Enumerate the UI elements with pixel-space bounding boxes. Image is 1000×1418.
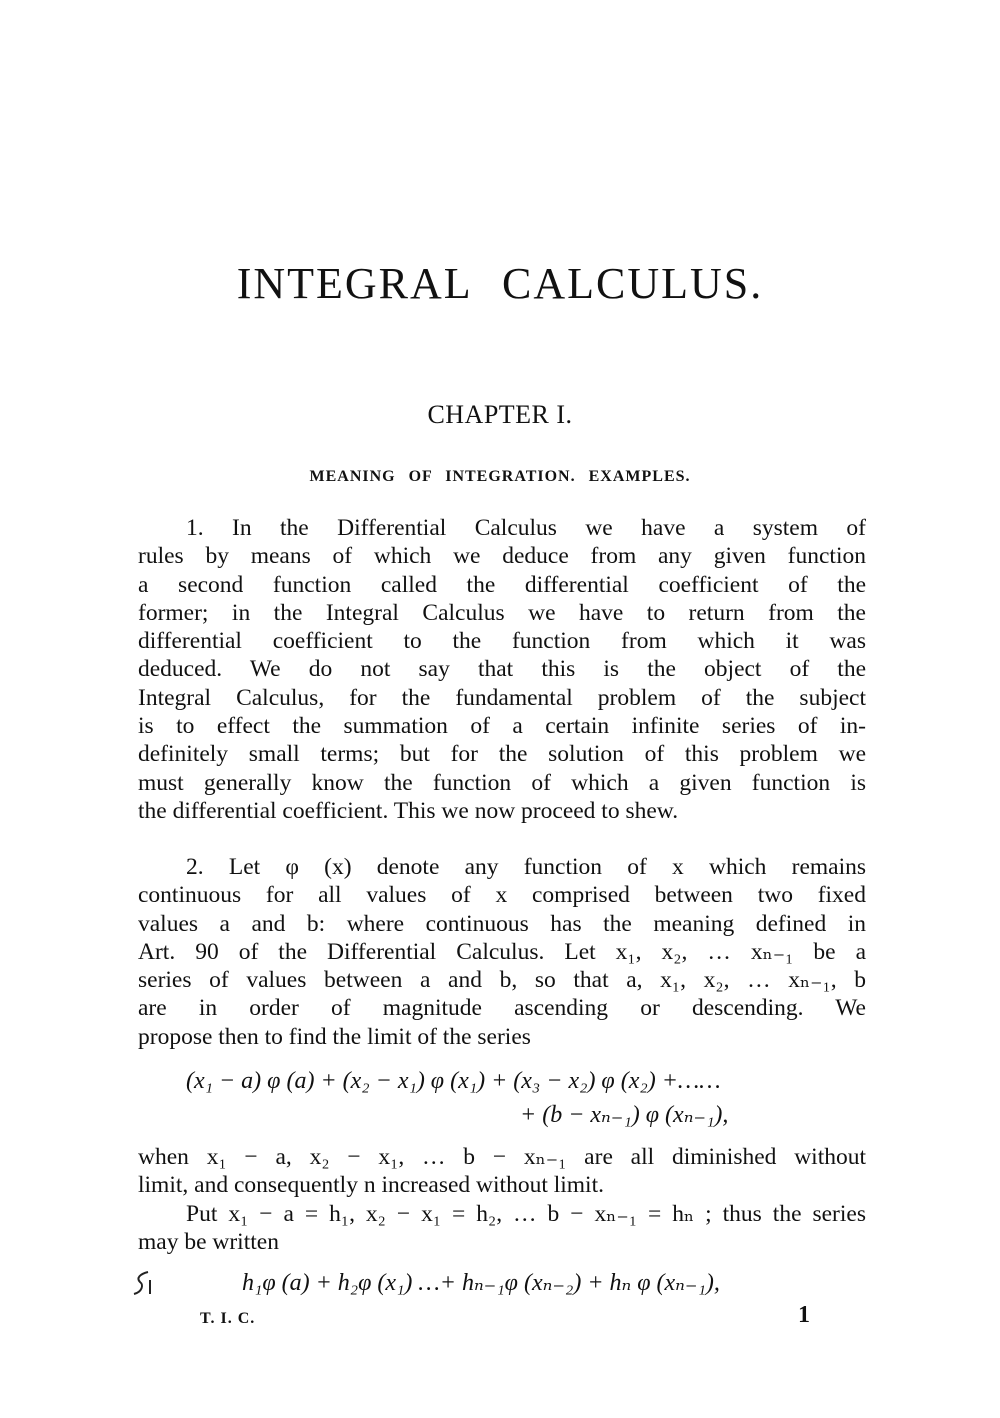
paragraph-1-line: rules by means of which we deduce from any given function [138, 543, 866, 570]
paragraph-2 [138, 853, 866, 1051]
paragraph-2-line: Art. 90 of the Differential Calculus. Let x₁, x₂, … xₙ₋₁ be a [138, 938, 866, 965]
paragraph-2-line: are in order of magnitude ascending or descending. We [138, 995, 866, 1022]
formula-series-line-2: + (b − xₙ₋₁) φ (xₙ₋₁), [520, 1102, 729, 1128]
paragraph-1-number: 1. [186, 515, 204, 541]
paragraph-1-line: deduced. We do not say that this is the object of the [138, 656, 866, 683]
paragraph-1-line: former; in the Integral Calculus we have to return from the [138, 599, 866, 626]
text-line: In the Differential Calculus we have a system of [232, 515, 866, 541]
paragraph-2-line: propose then to find the limit of the series [138, 1023, 531, 1050]
paragraph-4 [138, 1200, 866, 1257]
paragraph-1-line: the differential coefficient. This we now proceed to shew. [138, 797, 679, 824]
formula-series-written: h₁φ (a) + h₂φ (x₁) …+ hₙ₋₁φ (xₙ₋₂) + hₙ φ (xₙ₋₁), [242, 1270, 720, 1296]
paragraph-2-number: 2. [186, 854, 204, 880]
chapter-subheading: MEANING OF INTEGRATION. EXAMPLES. [309, 468, 691, 485]
paragraph-1-line: must generally know the function of which a given function is [138, 769, 866, 796]
paragraph-1-line [138, 514, 866, 542]
paragraph-2-line: series of values between a and b, so that a, x₁, x₂, … xₙ₋₁, b [138, 967, 866, 994]
signature-mark: T. I. C. [200, 1310, 256, 1327]
paragraph-4-line: Put x₁ − a = h₁, x₂ − x₁ = h₂, … b − xₙ₋₁ = hₙ ; thus the series [186, 1201, 866, 1227]
paragraph-1-line: Integral Calculus, for the fundamental problem of the subject [138, 684, 866, 711]
paragraph-1-line: a second function called the differential coefficient of the [138, 571, 866, 598]
text-line: Let φ (x) denote any function of x which remains [228, 854, 867, 880]
paragraph-2-line: continuous for all values of x comprised between two fixed [138, 882, 866, 909]
paragraph-4-line: may be written [138, 1229, 279, 1256]
paragraph-2-line [138, 853, 866, 881]
chapter-heading: CHAPTER I. [427, 400, 573, 429]
paragraph-1 [138, 514, 866, 825]
page-number: 1 [798, 1302, 810, 1328]
formula-series-line-1: (x₁ − a) φ (a) + (x₂ − x₁) φ (x₁) + (x₃ − x₂) φ (x₂) +…… [186, 1068, 721, 1094]
page-title: INTEGRAL CALCULUS. [236, 259, 764, 308]
paragraph-3-line: when x₁ − a, x₂ − x₁, … b − xₙ₋₁ are all diminished without [138, 1144, 866, 1170]
paragraph-1-line: differential coefficient to the function from which it was [138, 628, 866, 655]
paragraph-2-line: values a and b: where continuous has the meaning defined in [138, 910, 866, 937]
handwritten-mark-icon [128, 1268, 158, 1304]
paragraph-1-line: definitely small terms; but for the solution of this problem we [138, 741, 866, 768]
paragraph-1-line: is to effect the summation of a certain infinite series of in- [138, 713, 866, 740]
paragraph-3-line: limit, and consequently n increased without limit. [138, 1172, 604, 1199]
paragraph-3 [138, 1143, 866, 1200]
